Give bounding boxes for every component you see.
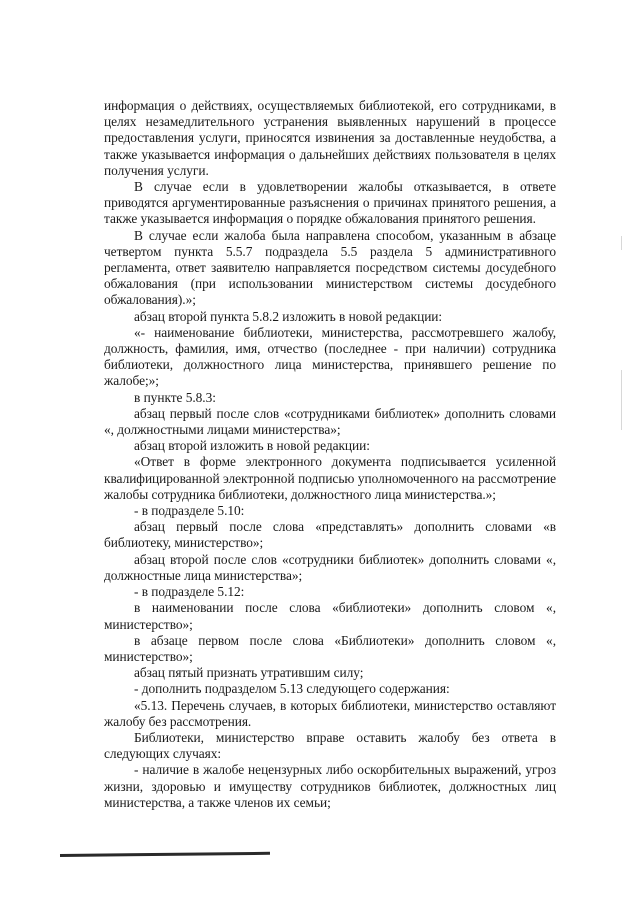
paragraph: информация о действиях, осуществляемых библиотекой, его сотрудниками, в целях незамедлительного устранения выявленных нарушений в процессе предоставления услуги, приносятся извинения за доставленные неудобства, а также указывается информация о дальнейших действиях пользователя в целях получения услуги. — [104, 98, 556, 178]
paragraph: В случае если жалоба была направлена способом, указанным в абзаце четвертом пункта 5.5.7 подраздела 5.5 раздела 5 административного регламента, ответ заявителю направляется посредством системы досудебного обжалования (при использовании министерством системы досудебного обжалования).»; — [104, 227, 556, 308]
paragraph: - дополнить подразделом 5.13 следующего содержания: — [134, 681, 450, 697]
footer-rule — [60, 852, 270, 857]
paragraph: в наименовании после слова «библиотеки» дополнить словом «, министерство»; — [104, 600, 556, 632]
scan-artifact — [621, 370, 622, 430]
paragraph: абзац пятый признать утратившим силу; — [134, 665, 364, 681]
paragraph: абзац первый после слов «сотрудниками библиотек» дополнить словами «, должностными лицами министерства»; — [104, 405, 556, 438]
paragraph: абзац первый после слова «представлять» дополнить словами «в библиотеку, министерство»; — [104, 519, 556, 551]
scan-artifact — [621, 236, 622, 250]
paragraph: - наличие в жалобе нецензурных либо оскорбительных выражений, угроз жизни, здоровью и имуществу сотрудников библиотек, должностных лиц министерства, а также членов их семьи; — [104, 762, 556, 810]
paragraph: абзац второй изложить в новой редакции: — [134, 438, 370, 454]
paragraph: в абзаце первом после слова «Библиотеки» дополнить словом «, министерство»; — [104, 632, 556, 664]
paragraph: «- наименование библиотеки, министерства, рассмотревшего жалобу, должность, фамилия, имя, отчество (последнее - при наличии) сотрудника библиотеки, должностного лица министерства, принявшего решение по жалобе;»; — [104, 324, 556, 389]
paragraph: - в подразделе 5.10: — [134, 503, 245, 519]
document-body — [104, 98, 556, 811]
paragraph: абзац второй после слов «сотрудники библиотек» дополнить словами «, должностные лица министерства»; — [104, 551, 556, 583]
paragraph: абзац второй пункта 5.8.2 изложить в новой редакции: — [134, 308, 443, 324]
paragraph: «5.13. Перечень случаев, в которых библиотеки, министерство оставляют жалобу без рассмотрения. — [104, 697, 556, 729]
paragraph: «Ответ в форме электронного документа подписывается усиленной квалифицированной электронной подписью уполномоченного на рассмотрение жалобы сотрудника библиотеки, должностного лица министерства.»; — [104, 454, 556, 502]
paragraph: в пункте 5.8.3: — [134, 389, 216, 405]
paragraph: - в подразделе 5.12: — [134, 584, 245, 600]
paragraph: В случае если в удовлетворении жалобы отказывается, в ответе приводятся аргументированные разъяснения о причинах принятого решения, а также указывается информация о порядке обжалования принятого решения. — [104, 179, 556, 227]
paragraph: Библиотеки, министерство вправе оставить жалобу без ответа в следующих случаях: — [104, 729, 556, 762]
